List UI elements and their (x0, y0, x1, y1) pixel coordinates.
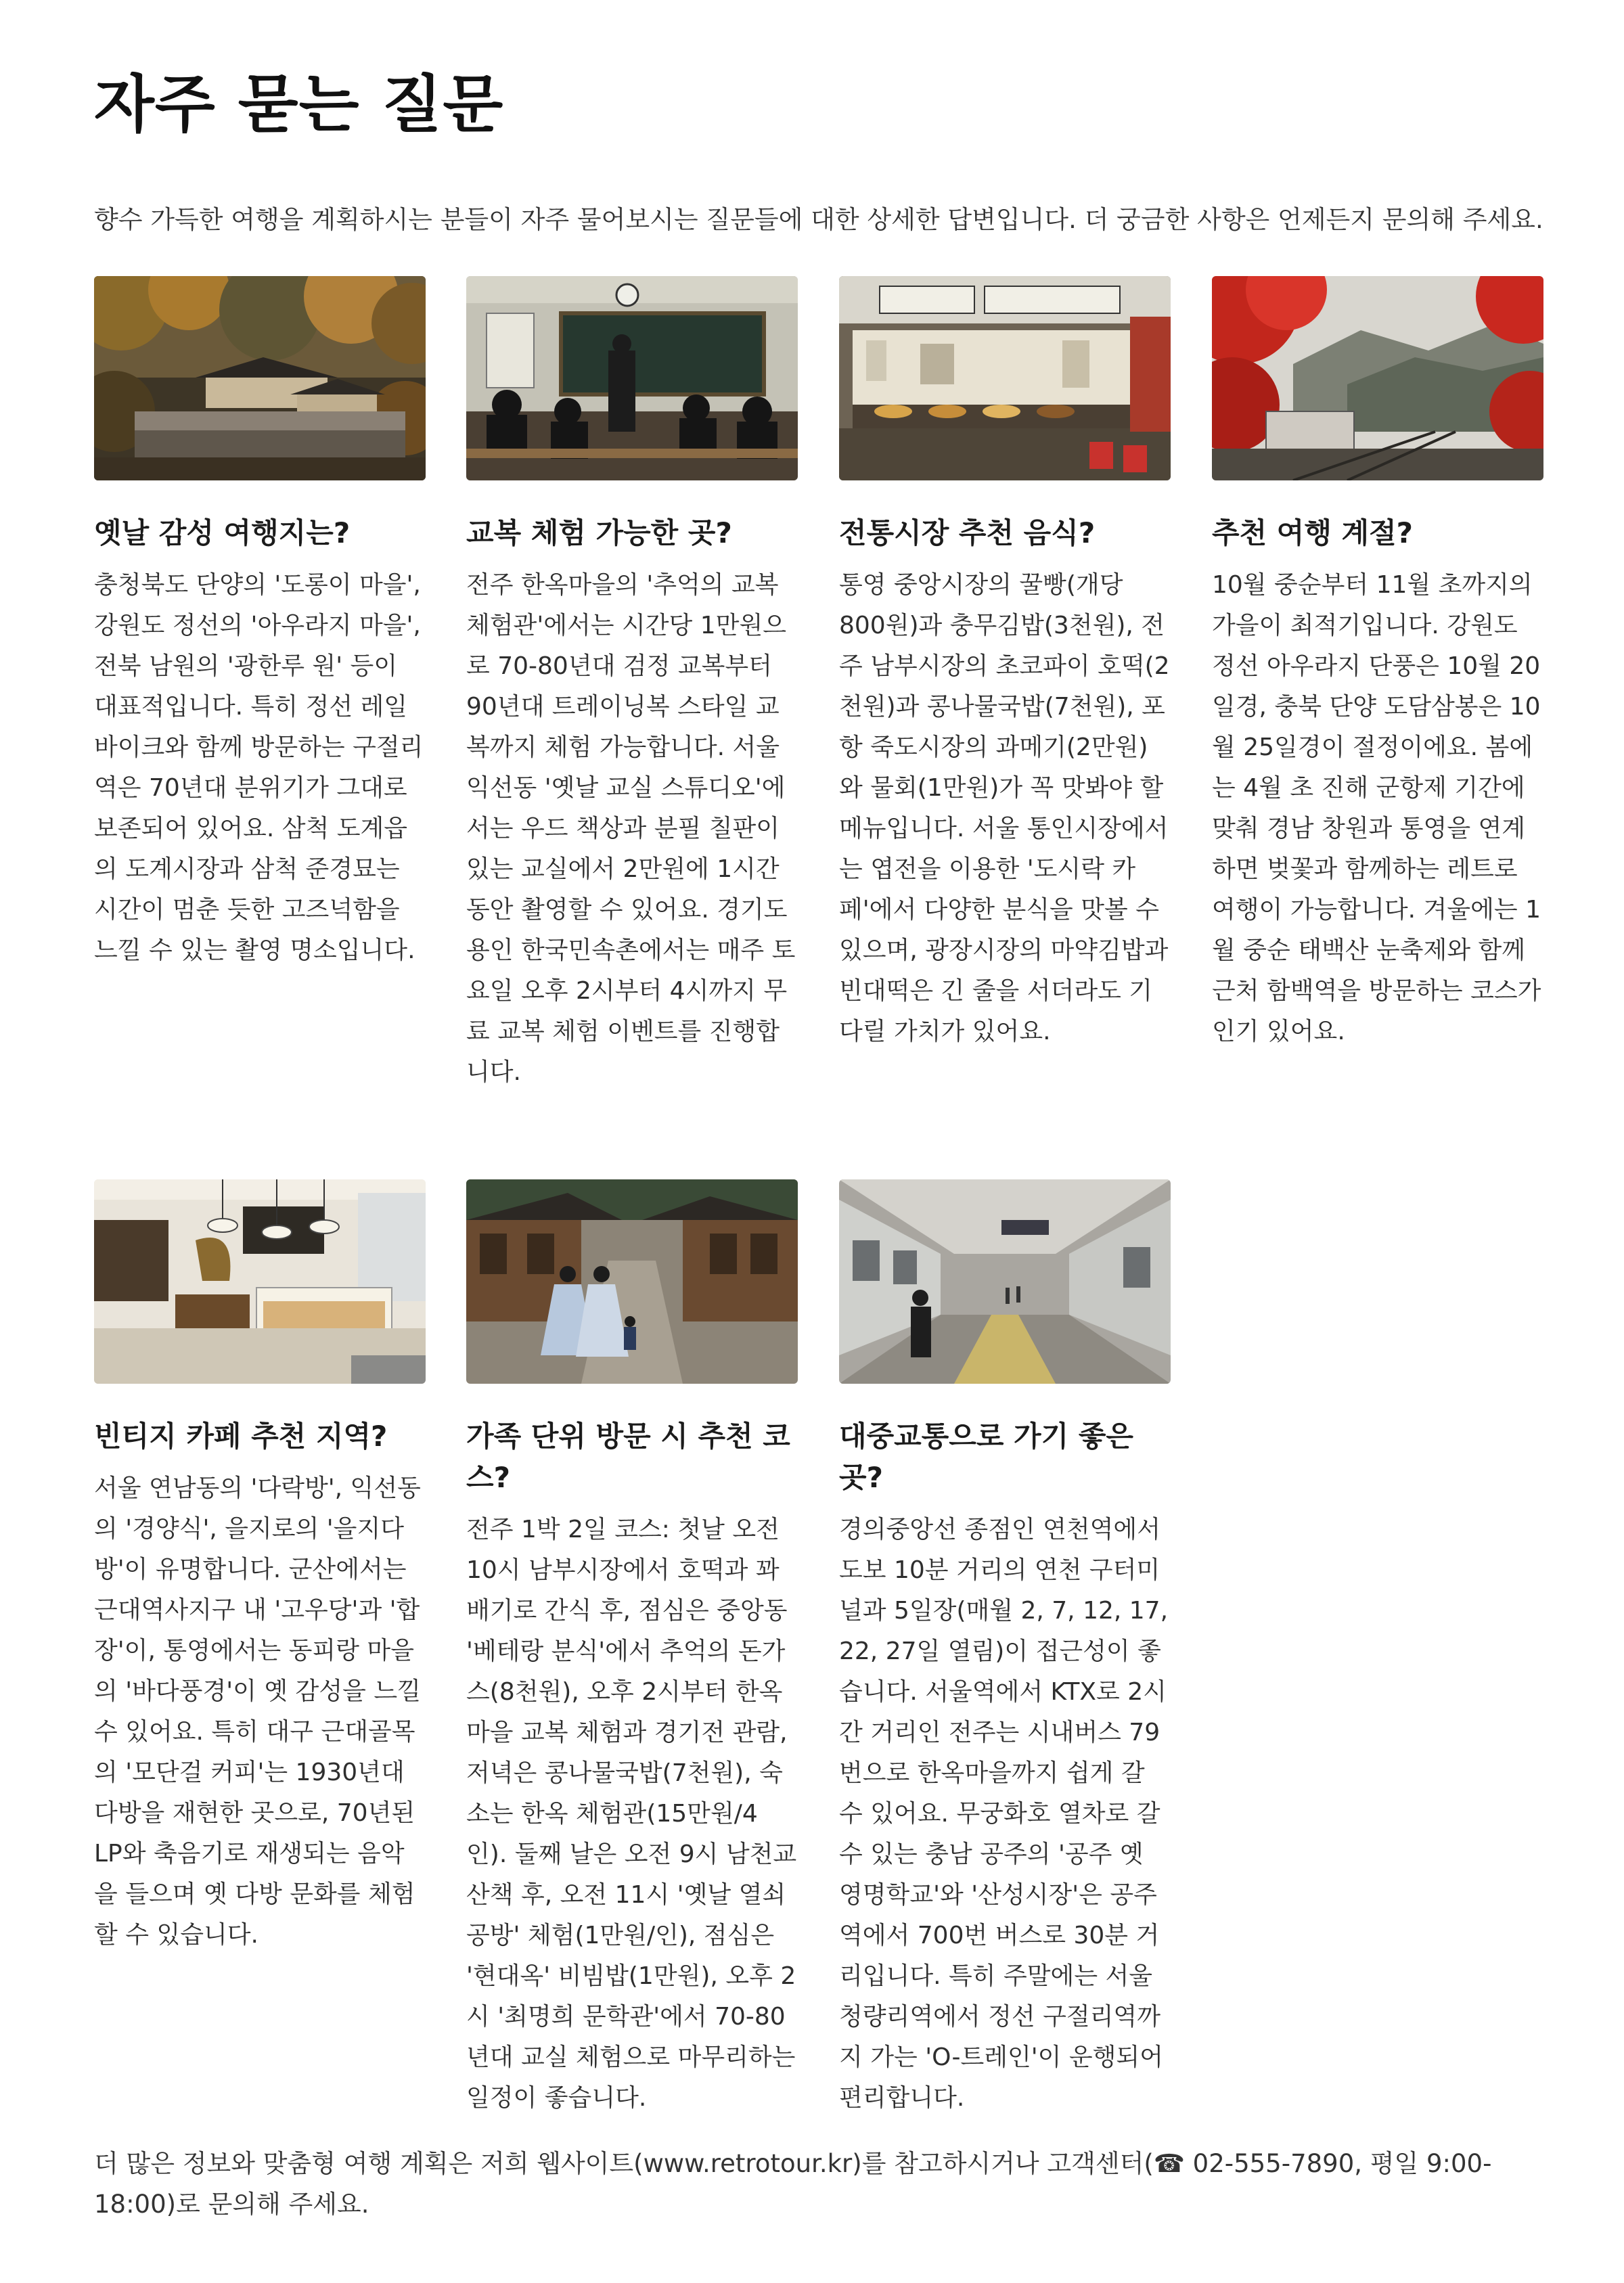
faq-question: 빈티지 카페 추천 지역? (94, 1420, 388, 1453)
hanok-village-photo (94, 276, 426, 480)
faq-question: 전통시장 추천 음식? (839, 516, 1096, 549)
autumn-railway-photo (1212, 276, 1543, 480)
faq-card-4 (1212, 276, 1543, 1052)
faq-card-7 (839, 1179, 1171, 2119)
faq-question: 가족 단위 방문 시 추천 코스? (466, 1420, 790, 1494)
faq-question: 옛날 감성 여행지는? (94, 516, 351, 549)
faq-answer: 10월 중순부터 11월 초까지의 가을이 최적기입니다. 강원도 정선 아우라지 단풍은 10월 20일경, 충북 단양 도담삼봉은 10월 25일경이 절정이에요. 봄에는 4월 초 진해 군항제 기간에 맞춰 경남 창원과 통영을 연계하면 벚꽃과 함께하는 레트로 여행이 가능합니다. 겨울에는 1월 중순 태백산 눈축제와 함께 근처 함백역을 방문하는 코스가 인기 있어요. (1212, 570, 1541, 1045)
faq-answer: 경의중앙선 종점인 연천역에서 도보 10분 거리의 연천 구터미널과 5일장(매월 2, 7, 12, 17, 22, 27일 열림)이 접근성이 좋습니다. 서울역에서 KTX로 2시간 거리인 전주는 시내버스 79번으로 한옥마을까지 쉽게 갈 수 있어요. 무궁화호 열차로 갈 수 있는 충남 공주의 '공주 옛 영명학교'와 '산성시장'은 공주역에서 700번 버스로 30분 거리입니다. 특히 주말에는 서울 청량리역에서 정선 구절리역까지 가는 'O-트레인'이 운행되어 편리합니다. (839, 1515, 1169, 2112)
faq-answer: 통영 중앙시장의 꿀빵(개당 800원)과 충무김밥(3천원), 전주 남부시장의 초코파이 호떡(2천원)과 콩나물국밥(7천원), 포항 죽도시장의 과메기(2만원)와 물회(1만원)가 꼭 맛봐야 할 메뉴입니다. 서울 통인시장에서는 엽전을 이용한 '도시락 카페'에서 다양한 분식을 맛볼 수 있으며, 광장시장의 마약김밥과 빈대떡은 긴 줄을 서더라도 기다릴 가치가 있어요. (839, 570, 1170, 1045)
market-stall-photo (839, 276, 1171, 480)
vintage-cafe-photo (94, 1179, 426, 1384)
faq-question: 대중교통으로 가기 좋은 곳? (839, 1420, 1133, 1494)
faq-card-6 (466, 1179, 798, 2119)
hanbok-family-photo (466, 1179, 798, 1384)
faq-card-3 (839, 276, 1171, 1052)
subway-platform-photo (839, 1179, 1171, 1384)
faq-card-5 (94, 1179, 426, 1956)
faq-question: 교복 체험 가능한 곳? (466, 516, 732, 549)
faq-answer: 충청북도 단양의 '도롱이 마을', 강원도 정선의 '아우라지 마을', 전북 남원의 '광한루 원' 등이 대표적입니다. 특히 정선 레일바이크와 함께 방문하는 구절리역은 70년대 분위기가 그대로 보존되어 있어요. 삼척 도계읍의 도계시장과 삼척 준경묘는 시간이 멈춘 듯한 고즈넉함을 느낄 수 있는 촬영 명소입니다. (94, 570, 424, 964)
page-intro: 향수 가득한 여행을 계획하시는 분들이 자주 물어보시는 질문들에 대한 상세한 답변입니다. 더 궁금한 사항은 언제든지 문의해 주세요. (94, 205, 1543, 234)
faq-answer: 서울 연남동의 '다락방', 익선동의 '경양식', 을지로의 '을지다방'이 유명합니다. 군산에서는 근대역사지구 내 '고우당'과 '합장'이, 통영에서는 동피랑 마을의 '바다풍경'이 옛 감성을 느낄 수 있어요. 특히 대구 근대골목의 '모단걸 커피'는 1930년대 다방을 재현한 곳으로, 70년된 LP와 축음기로 재생되는 음악을 들으며 옛 다방 문화를 체험할 수 있습니다. (94, 1474, 421, 1949)
page-title: 자주 묻는 질문 (94, 68, 504, 141)
faq-question: 추천 여행 계절? (1212, 516, 1414, 549)
classroom-photo (466, 276, 798, 480)
faq-answer: 전주 한옥마을의 '추억의 교복 체험관'에서는 시간당 1만원으로 70-80년대 검정 교복부터 90년대 트레이닝복 스타일 교복까지 체험 가능합니다. 서울 익선동 '옛날 교실 스튜디오'에서는 우드 책상과 분필 칠판이 있는 교실에서 2만원에 1시간 동안 촬영할 수 있어요. 경기도 용인 한국민속촌에서는 매주 토요일 오후 2시부터 4시까지 무료 교복 체험 이벤트를 진행합니다. (466, 570, 796, 1086)
faq-card-2 (466, 276, 798, 1093)
contact-footer: 더 많은 정보와 맞춤형 여행 계획은 저희 웹사이트(www.retrotour.kr)를 참고하시거나 고객센터(☎ 02-555-7890, 평일 9:00-18:00)로 문의해 주세요. (94, 2149, 1492, 2219)
faq-card-1 (94, 276, 426, 971)
faq-answer: 전주 1박 2일 코스: 첫날 오전 10시 남부시장에서 호떡과 꽈배기로 간식 후, 점심은 중앙동 '베테랑 분식'에서 추억의 돈가스(8천원), 오후 2시부터 한옥마을 교복 체험과 경기전 관람, 저녁은 콩나물국밥(7천원), 숙소는 한옥 체험관(15만원/4인). 둘째 날은 오전 9시 남천교 산책 후, 오전 11시 '옛날 열쇠 공방' 체험(1만원/인), 점심은 '현대옥' 비빔밥(1만원), 오후 2시 '최명희 문학관'에서 70-80년대 교실 체험으로 마무리하는 일정이 좋습니다. (466, 1515, 797, 2112)
